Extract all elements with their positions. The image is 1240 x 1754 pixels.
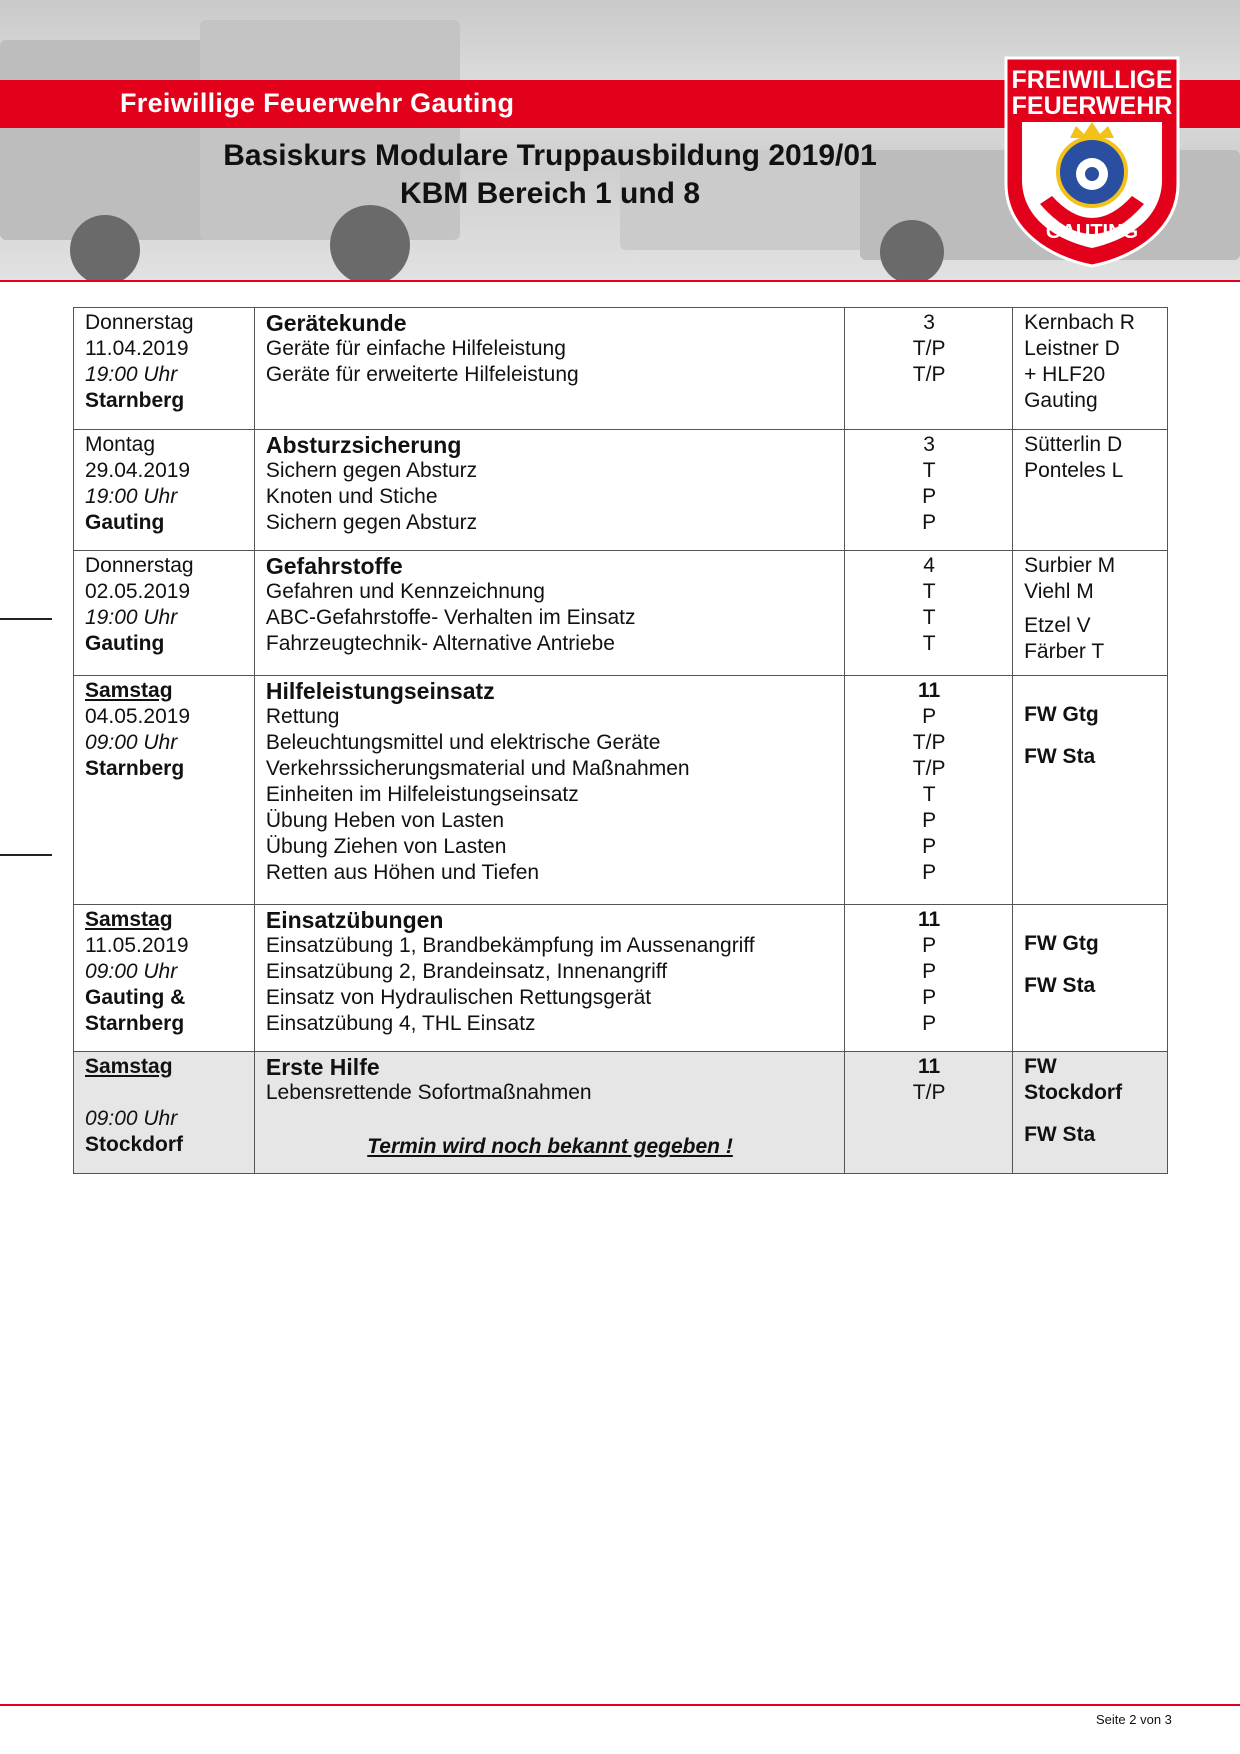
weekday: Samstag — [85, 1055, 173, 1078]
topic-title: Hilfeleistungseinsatz — [265, 678, 495, 704]
wheel-shape — [70, 215, 140, 282]
type-code: T — [922, 783, 936, 806]
date: 02.05.2019 — [85, 580, 191, 603]
date-cell — [74, 905, 255, 1052]
margin-mark — [0, 618, 52, 620]
staff-cell — [1013, 551, 1168, 676]
date-cell — [74, 308, 255, 430]
table-row — [74, 905, 1168, 1052]
date: 11.04.2019 — [85, 337, 189, 360]
topic-item: ABC-Gefahrstoffe- Verhalten im Einsatz — [265, 606, 636, 629]
type-code: P — [922, 809, 937, 832]
table-row — [74, 676, 1168, 905]
weekday: Donnerstag — [85, 311, 194, 334]
topic-cell — [254, 905, 844, 1052]
table-row — [74, 1052, 1168, 1174]
type-code: P — [922, 485, 937, 508]
location: Stockdorf — [85, 1133, 184, 1156]
topic-item: Sichern gegen Absturz — [265, 511, 478, 534]
topic-title: Gefahrstoffe — [265, 553, 403, 579]
date: 29.04.2019 — [85, 459, 191, 482]
code-cell — [845, 308, 1013, 430]
instructor: Gauting — [1024, 389, 1098, 412]
topic-cell — [254, 551, 844, 676]
instructor: Surbier M — [1024, 554, 1116, 577]
type-code: T/P — [912, 1081, 946, 1104]
type-code: T — [922, 580, 936, 603]
organization-name: Freiwillige Feuerwehr Gauting — [120, 88, 515, 118]
weekday: Donnerstag — [85, 554, 194, 577]
type-code: P — [922, 835, 937, 858]
instructor: FW Sta — [1024, 974, 1096, 997]
type-code: T/P — [912, 757, 946, 780]
topic-item: Gefahren und Kennzeichnung — [265, 580, 545, 603]
table-row — [74, 551, 1168, 676]
hours: 3 — [923, 311, 935, 334]
topic-title: Absturzsicherung — [265, 432, 462, 458]
date: 11.05.2019 — [85, 934, 189, 957]
table-row — [74, 430, 1168, 551]
date — [85, 1080, 244, 1106]
topic-cell — [254, 430, 844, 551]
margin-mark — [0, 854, 52, 856]
fire-brigade-logo — [1000, 54, 1184, 270]
document-title: Basiskurs Modulare Truppausbildung 2019/01 — [223, 139, 877, 172]
location: Starnberg — [85, 757, 185, 780]
instructor: Ponteles L — [1024, 459, 1124, 482]
instructor: Stockdorf — [1024, 1081, 1123, 1104]
topic-item: Sichern gegen Absturz — [265, 459, 478, 482]
topic-item: Einsatz von Hydraulischen Rettungsgerät — [265, 986, 652, 1009]
type-code: T — [922, 606, 936, 629]
instructor: + HLF20 — [1024, 363, 1106, 386]
topic-item: Rettung — [265, 705, 340, 728]
date-pending-notice: Termin wird noch bekannt gegeben ! — [367, 1135, 733, 1158]
location: Starnberg — [85, 1012, 185, 1035]
hours: 11 — [918, 679, 941, 702]
wheel-shape — [880, 220, 944, 282]
topic-item: Einsatzübung 4, THL Einsatz — [265, 1012, 536, 1035]
table-row — [74, 308, 1168, 430]
code-cell — [845, 905, 1013, 1052]
hours: 4 — [923, 554, 935, 577]
topic-title: Gerätekunde — [265, 310, 407, 336]
topic-item: Geräte für erweiterte Hilfeleistung — [265, 363, 579, 386]
weekday: Montag — [85, 433, 156, 456]
time: 19:00 Uhr — [85, 363, 178, 386]
document-subtitle: KBM Bereich 1 und 8 — [399, 177, 701, 210]
code-cell — [845, 551, 1013, 676]
topic-cell — [254, 308, 844, 430]
topic-item: Verkehrssicherungsmaterial und Maßnahmen — [265, 757, 690, 780]
instructor: FW Sta — [1024, 745, 1096, 768]
instructor: FW Gtg — [1024, 703, 1099, 726]
date-cell — [74, 551, 255, 676]
location: Gauting — [85, 632, 165, 655]
code-cell — [845, 1052, 1013, 1174]
type-code: T/P — [912, 731, 946, 754]
type-code: T/P — [912, 363, 946, 386]
type-code: P — [922, 1012, 937, 1035]
type-code: P — [922, 705, 937, 728]
topic-item: Lebensrettende Sofortmaßnahmen — [265, 1081, 592, 1104]
logo-line2: FEUERWEHR — [1011, 92, 1173, 120]
instructor: Viehl M — [1024, 580, 1094, 603]
time: 09:00 Uhr — [85, 1107, 178, 1130]
time: 09:00 Uhr — [85, 960, 178, 983]
header-divider — [0, 280, 1240, 282]
location: Gauting & — [85, 986, 186, 1009]
topic-item: Retten aus Höhen und Tiefen — [265, 861, 540, 884]
topic-title: Einsatzübungen — [265, 907, 444, 933]
topic-item: Einsatzübung 2, Brandeinsatz, Innenangriff — [265, 960, 668, 983]
type-code: P — [922, 861, 937, 884]
topic-item: Einsatzübung 1, Brandbekämpfung im Aussenangriff — [265, 934, 755, 957]
topic-cell — [254, 1052, 844, 1174]
schedule-table — [73, 307, 1168, 1174]
staff-cell — [1013, 676, 1168, 905]
staff-cell — [1013, 1052, 1168, 1174]
code-cell — [845, 430, 1013, 551]
instructor: Leistner D — [1024, 337, 1120, 360]
instructor: Etzel V — [1024, 614, 1091, 637]
location: Gauting — [85, 511, 165, 534]
type-code: P — [922, 986, 937, 1009]
date-cell — [74, 676, 255, 905]
instructor: Kernbach R — [1024, 311, 1135, 334]
type-code: P — [922, 934, 937, 957]
location: Starnberg — [85, 389, 185, 412]
type-code: T/P — [912, 337, 946, 360]
wheel-shape — [330, 205, 410, 282]
hours: 11 — [918, 1055, 941, 1078]
time: 19:00 Uhr — [85, 485, 178, 508]
staff-cell — [1013, 905, 1168, 1052]
date-cell — [74, 430, 255, 551]
staff-cell — [1013, 430, 1168, 551]
type-code: T — [922, 459, 936, 482]
logo-arc-text: GAUTING — [1045, 221, 1139, 243]
type-code: P — [922, 511, 937, 534]
weekday: Samstag — [85, 908, 173, 931]
page-number: Seite 2 von 3 — [1096, 1712, 1172, 1727]
staff-cell — [1013, 308, 1168, 430]
date: 04.05.2019 — [85, 705, 191, 728]
time: 09:00 Uhr — [85, 731, 178, 754]
instructor: FW — [1024, 1055, 1057, 1078]
topic-item: Knoten und Stiche — [265, 485, 438, 508]
logo-line1: FREIWILLIGE — [1011, 66, 1173, 94]
topic-item: Einheiten im Hilfeleistungseinsatz — [265, 783, 579, 806]
topic-item: Fahrzeugtechnik- Alternative Antriebe — [265, 632, 615, 655]
topic-item: Übung Heben von Lasten — [265, 809, 505, 832]
instructor: Sütterlin D — [1024, 433, 1123, 456]
weekday: Samstag — [85, 679, 173, 702]
topic-item: Beleuchtungsmittel und elektrische Geräte — [265, 731, 661, 754]
topic-title: Erste Hilfe — [265, 1054, 380, 1080]
topic-item: Geräte für einfache Hilfeleistung — [265, 337, 566, 360]
type-code: P — [922, 960, 937, 983]
code-cell — [845, 676, 1013, 905]
hours: 3 — [923, 433, 935, 456]
topic-cell — [254, 676, 844, 905]
date-cell — [74, 1052, 255, 1174]
instructor: FW Gtg — [1024, 932, 1099, 955]
footer-divider — [0, 1704, 1240, 1706]
hours: 11 — [918, 908, 941, 931]
time: 19:00 Uhr — [85, 606, 178, 629]
instructor: Färber T — [1024, 640, 1105, 663]
topic-item: Übung Ziehen von Lasten — [265, 835, 507, 858]
type-code: T — [922, 632, 936, 655]
instructor: FW Sta — [1024, 1123, 1096, 1146]
